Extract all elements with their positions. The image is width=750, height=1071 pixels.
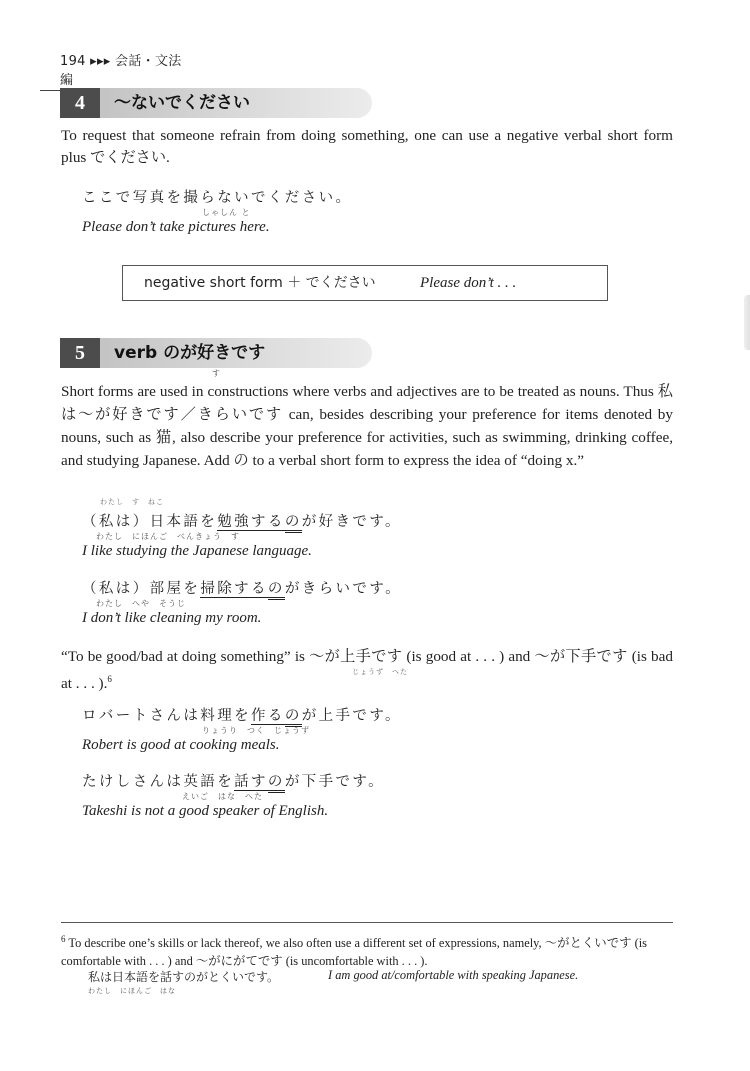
footnote-divider (61, 922, 673, 923)
example-translation: Takeshi is not a good speaker of English. (82, 803, 329, 819)
section-4-intro: To request that someone refrain from doing something, one can use a negative verbal short form plus でください. (61, 127, 673, 166)
double-underlined-no: の (268, 774, 285, 793)
example-tail: が上手です。 (301, 708, 402, 724)
double-underlined-no: の (285, 514, 302, 533)
example-lead: ロバートさんは料理を (82, 708, 251, 724)
section-5-example-3 (82, 706, 402, 755)
example-translation: Please don’t take pictures here. (82, 219, 270, 235)
example-translation: Robert is good at cooking meals. (82, 737, 280, 753)
paragraph-1-furigana: わたし す ねこ (100, 498, 164, 506)
example-lead: （私は）部屋を (82, 581, 201, 597)
example-japanese (82, 579, 402, 599)
example-tail: がきらいです。 (284, 581, 402, 597)
section-5-paragraph-1: Short forms are used in constructions where verbs and adjectives are to be treated as nouns. Thus 私は〜が好きです／きらいです can, besides describing your preference for items denoted by nouns, such as 猫, also describe your preference for activities, such as swimming, drinking coffee, and studying Japanese. Add の to a verbal short form to express the idea of “doing x.” (61, 383, 673, 469)
running-header (40, 50, 184, 91)
section-5-example-2 (82, 579, 402, 628)
underlined-verb: 作る (251, 708, 285, 724)
footnote-example-japanese: 私は日本語を話すのがとくいです。 (88, 970, 280, 984)
section-5-example-4 (82, 772, 385, 821)
example-furigana: わたし へや そうじ (96, 599, 186, 608)
paragraph-2-text: “To be good/bad at doing something” is 〜が上手です (is good at . . . ) and 〜が下手です (is bad at . . . ). (61, 648, 673, 693)
footnote-example-furigana: わたし にほんご はな (88, 987, 176, 995)
section-5-title-furigana: す (212, 369, 220, 378)
footnote-6 (61, 930, 673, 970)
example-tail: が好きです。 (301, 514, 402, 530)
footnote-reference: 6 (107, 674, 112, 684)
example-translation: I don’t like cleaning my room. (82, 610, 262, 626)
underlined-verb: 掃除する (200, 581, 268, 597)
section-4-number: 4 (60, 88, 100, 118)
footnote-example-translation: I am good at/comfortable with speaking Japanese. (328, 968, 579, 982)
example-translation: I like studying the Japanese language. (82, 543, 312, 559)
example-furigana: りょうり つく じょうず (202, 726, 310, 735)
example-tail: が下手です。 (284, 774, 386, 790)
grammar-formula-box (122, 265, 608, 301)
formula-meaning: Please don’t . . . (420, 275, 517, 291)
section-5-example-1 (82, 512, 402, 561)
section-4-heading (60, 88, 372, 118)
footnote-text: To describe one’s skills or lack thereof, we also often use a different set of expressions, namely, 〜がとくいです (is comfortable with . . . ) and 〜がにがてです (is uncomfortable with . . . ). (61, 936, 647, 969)
section-5-heading (60, 338, 372, 368)
page-number-label: 194 ▸▸▸ 会話・文法編 (60, 54, 182, 88)
formula-pattern: negative short form ＋ でください (144, 275, 376, 291)
section-5-number: 5 (60, 338, 100, 368)
footnote-example (88, 968, 579, 985)
double-underlined-no: の (285, 708, 302, 727)
example-japanese (82, 772, 385, 792)
section-4-example (82, 188, 352, 237)
example-furigana: しゃしん と (202, 208, 251, 217)
section-5-title: verb のが好きです (114, 343, 266, 363)
underlined-verb: 話す (234, 774, 268, 790)
example-japanese (82, 706, 402, 726)
section-4-title: 〜ないでください (114, 93, 250, 113)
example-furigana: わたし にほんご べんきょう す (96, 532, 240, 541)
example-furigana: えいご はな へた (182, 792, 263, 801)
example-japanese: ここで写真を撮らないでください。 (82, 190, 353, 206)
double-underlined-no: の (268, 581, 285, 600)
page-edge-shadow (744, 295, 750, 350)
example-lead: たけしさんは英語を (82, 774, 235, 790)
paragraph-2-furigana: じょうず へた (352, 668, 408, 676)
footnote-mark: 6 (61, 934, 66, 944)
underlined-verb: 勉強する (217, 514, 285, 530)
example-lead: （私は）日本語を (82, 514, 218, 530)
example-japanese (82, 512, 402, 532)
